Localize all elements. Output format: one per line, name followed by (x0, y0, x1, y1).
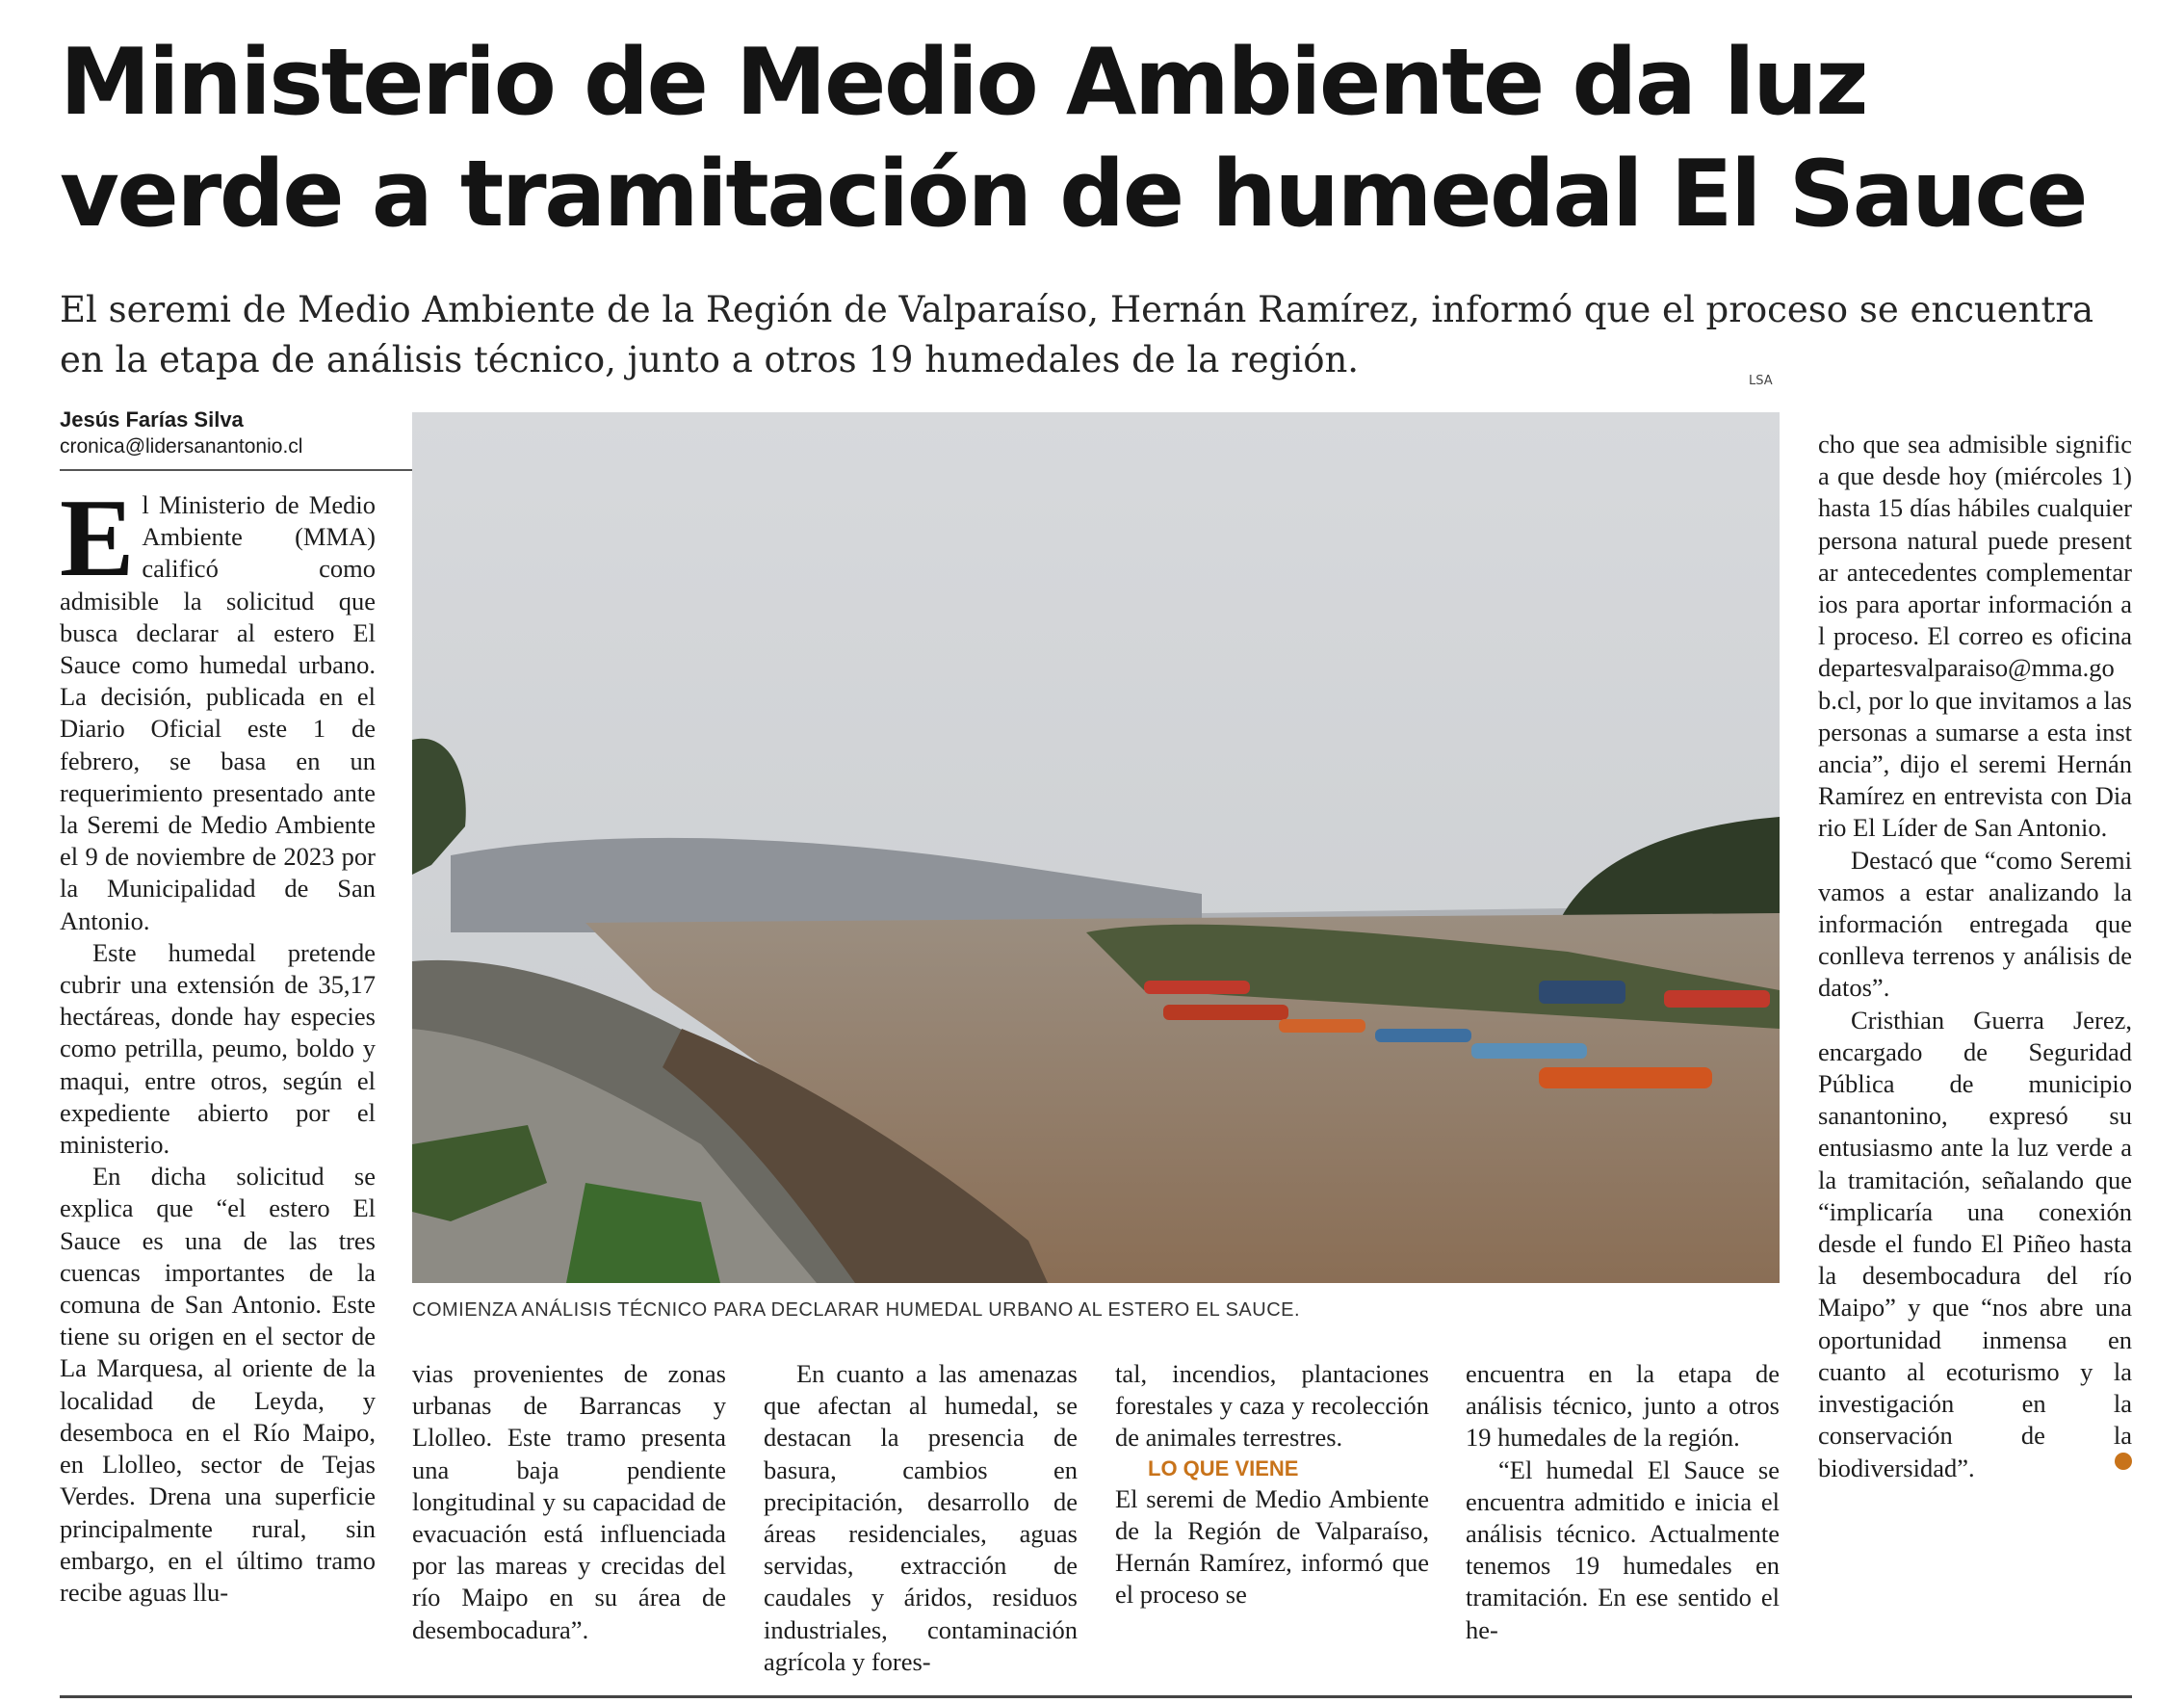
article-column-5 (1466, 1358, 1780, 1646)
paragraph: En dicha solicitud se explica que “el estero El Sauce es una de las tres cuencas importantes de la comuna de San Antonio. Este tiene su origen en el sector de La Marquesa, al oriente de la localidad de Leyda, y desemboca en el Río Maipo, en Llolleo, sector de Tejas Verdes. Drena una superficie principalmente rural, sin embargo, en el último tramo recibe aguas llu- (60, 1162, 376, 1607)
article-column-1 (60, 477, 376, 1609)
article-column-6 (1818, 429, 2159, 1484)
article-column-3 (764, 1358, 1078, 1678)
photo-caption: COMIENZA ANÁLISIS TÉCNICO PARA DECLARAR HUMEDAL URBANO AL ESTERO EL SAUCE. (412, 1299, 1301, 1321)
byline-divider (60, 469, 412, 471)
author-name: Jesús Farías Silva (60, 407, 244, 432)
paragraph: tal, incendios, plantaciones forestales y caza y recolección de animales terrestres. (1115, 1359, 1429, 1453)
article-column-2 (412, 1358, 726, 1646)
headline-line-1: Ministerio de Medio Ambiente da luz (60, 30, 1867, 136)
paragraph: cho que sea admisible significa que desde hoy (miércoles 1) hasta 15 días hábiles cualquier persona natural puede presentar antecedentes complementarios para aportar información al proceso. El correo es oficinadepartesvalparaiso@mma.gob.cl, por lo que invitamos a las personas a sumarse a esta instancia”, dijo el seremi Hernán Ramírez en entrevista con Diario El Líder de San Antonio. (1818, 430, 2132, 843)
estuary-landscape-image (412, 412, 1780, 1283)
author-email: cronica@lidersanantonio.cl (60, 435, 303, 458)
headline (60, 27, 2140, 250)
drop-cap: E (60, 477, 135, 600)
paragraph: El seremi de Medio Ambiente de la Región de Valparaíso, Hernán Ramírez, informó que el proceso se (1115, 1483, 1429, 1610)
section-subhead: LO QUE VIENE (1148, 1455, 1299, 1480)
end-of-article-icon: + (2115, 1453, 2132, 1470)
headline-line-2: verde a tramitación de humedal El Sauce (60, 142, 2087, 248)
deck-subtitle (60, 285, 2140, 385)
paragraph: En cuanto a las amenazas que afectan al humedal, se destacan la presencia de basura, cambios en precipitación, desarrollo de áreas residenciales, aguas servidas, extracción de caudales y áridos, residuos industriales, contaminación agrícola y fores- (764, 1359, 1078, 1676)
paragraph: Destacó que “como Seremi vamos a estar analizando la información entregada que conlleva terrenos y análisis de datos”. (1818, 845, 2132, 1003)
paragraph: encuentra en la etapa de análisis técnico, junto a otros 19 humedales de la región. (1466, 1359, 1780, 1453)
paragraph: El Ministerio de Medio Ambiente (MMA) calificó como admisible la solicitud que busca declarar al estero El Sauce como humedal urbano. La decisión, publicada en el Diario Oficial este 1 de febrero, se basa en un requerimiento presentado ante la Seremi de Medio Ambiente el 9 de noviembre de 2023 por la Municipalidad de San Antonio. (60, 477, 376, 935)
paragraph: “El humedal El Sauce se encuentra admitido e inicia el análisis técnico. Actualmente tenemos 19 humedales en tramitación. En ese sentido el he- (1466, 1454, 1780, 1644)
wetland-photo (412, 412, 1780, 1283)
paragraph: Cristhian Guerra Jerez, encargado de Seguridad Pública de municipio sanantonino, expresó su entusiasmo ante la luz verde a la tramitación, señalando que “implicaría una conexión desde el fundo El Piñeo hasta la desembocadura del río Maipo” y que “nos abre una oportunidad inmensa en cuanto al ecoturismo y la investigación en la conservación de la biodiversidad”. + (1818, 1005, 2159, 1482)
paragraph: Este humedal pretende cubrir una extensión de 35,17 hectáreas, donde hay especies como petrilla, peumo, boldo y maqui, entre otros, según el expediente abierto por el ministerio. (60, 937, 376, 1160)
deck-line-1: El seremi de Medio Ambiente de la Región de Valparaíso, Hernán Ramírez, informó que el proceso se encuentra (60, 289, 2094, 330)
byline (60, 406, 302, 460)
paragraph: vias provenientes de zonas urbanas de Barrancas y Llolleo. Este tramo presenta una baja pendiente longitudinal y su capacidad de evacuación está influenciada por las mareas y crecidas del río Maipo en su área de desembocadura”. (412, 1359, 726, 1644)
photo-credit: LSA (1749, 374, 1773, 388)
article-column-4 (1115, 1358, 1429, 1611)
page-bottom-rule (60, 1695, 2132, 1698)
deck-line-2: en la etapa de análisis técnico, junto a otros 19 humedales de la región. (60, 339, 1360, 380)
